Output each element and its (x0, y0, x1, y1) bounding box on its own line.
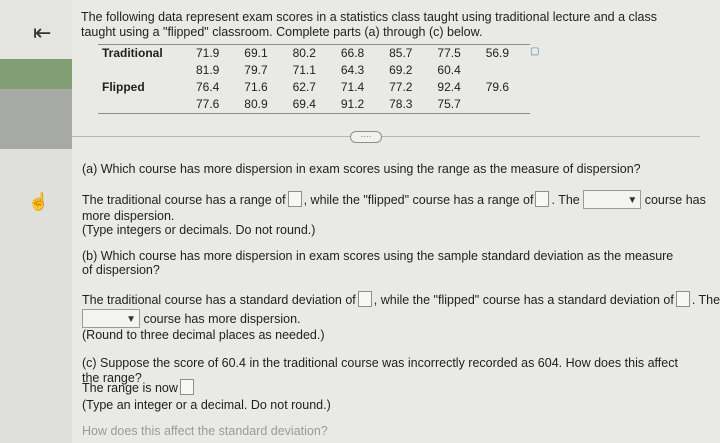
part-c-cutoff-question: How does this affect the standard deviation? (82, 424, 328, 438)
chevron-down-icon: ▼ (126, 314, 136, 325)
table-cell: 69.2 (389, 63, 413, 77)
row-label: Flipped (102, 80, 145, 94)
intro-text: The following data represent exam scores in a statistics class taught using traditional lecture and a class taught using a "flipped" classroom. Complete parts (a) through (c) below. (81, 10, 657, 39)
chevron-down-icon: ▼ (627, 195, 638, 206)
table-cell: 91.2 (337, 96, 385, 114)
part-b-text-1: The traditional course has a standard deviation of (82, 293, 356, 307)
flipped-range-input[interactable] (535, 191, 549, 207)
table-cell: 80.9 (240, 96, 288, 114)
data-table (98, 44, 530, 114)
table-cell: 69.1 (240, 45, 288, 63)
part-b-text-4: course has more dispersion. (143, 312, 301, 326)
left-rail (0, 0, 72, 443)
part-b-question-2: of dispersion? (82, 263, 160, 277)
table-cell: 56.9 (482, 45, 530, 63)
part-a-text-4: course has (644, 193, 706, 207)
table-cell: 62.7 (292, 80, 316, 94)
table-row (98, 96, 530, 114)
table-cell: 69.4 (289, 96, 337, 114)
table-cell: 81.9 (196, 63, 220, 77)
table-cell: 80.2 (289, 45, 337, 63)
table-cell: 64.3 (340, 63, 365, 77)
table-cell: 79.6 (485, 80, 510, 94)
row-label (98, 96, 192, 114)
row-label (98, 62, 192, 79)
back-arrow-icon[interactable]: ⇤ (33, 20, 52, 45)
table-cell: 79.7 (244, 63, 268, 77)
part-a-sentence (82, 190, 706, 209)
table-cell: 71.1 (292, 63, 316, 77)
table-cell: 76.4 (196, 80, 220, 94)
table-cell: 77.5 (433, 45, 481, 63)
traditional-sd-input[interactable] (358, 291, 372, 307)
part-a-note: (Type integers or decimals. Do not round.) (82, 223, 316, 237)
table-cell: 71.4 (340, 80, 365, 94)
table-cell: 85.7 (385, 45, 433, 63)
part-b-sentence-2 (82, 309, 682, 328)
divider (72, 136, 700, 137)
part-a-text-5: more dispersion. (82, 209, 175, 223)
part-b-text-3: . The (691, 293, 720, 307)
row-label: Traditional (98, 45, 192, 63)
table-cell: 71.9 (192, 45, 240, 63)
table-cell: 77.6 (192, 96, 240, 114)
table-cell (482, 62, 530, 79)
rail-grey-band (0, 89, 72, 149)
new-range-input[interactable] (180, 379, 194, 395)
part-b-note: (Round to three decimal places as needed.) (82, 328, 325, 342)
flipped-sd-input[interactable] (676, 291, 690, 307)
part-c-text-1: The range is now (82, 381, 178, 395)
part-c-note: (Type an integer or a decimal. Do not round.) (82, 398, 331, 412)
part-a-course-select[interactable] (583, 190, 641, 209)
part-b-course-select[interactable] (82, 309, 140, 328)
question-panel (72, 0, 720, 443)
traditional-range-input[interactable] (288, 191, 302, 207)
part-a-text-2: , while the "flipped" course has a range of (303, 193, 534, 207)
table-row (98, 79, 530, 96)
table-cell: 78.3 (385, 96, 433, 114)
part-b-text-2: , while the "flipped" course has a standard deviation of (373, 293, 674, 307)
table-cell: 77.2 (389, 80, 413, 94)
more-button[interactable]: ···· (350, 131, 382, 143)
hand-cursor-icon: ☝ (28, 192, 50, 211)
part-b-sentence (82, 291, 720, 308)
table-cell: 60.4 (437, 63, 461, 77)
part-c-sentence (82, 379, 682, 396)
table-cell: 71.6 (244, 80, 268, 94)
part-a-text-3: . The (551, 193, 580, 207)
part-a-question: (a) Which course has more dispersion in exam scores using the range as the measure of dispersion? (82, 162, 641, 176)
part-b-question-1: (b) Which course has more dispersion in exam scores using the sample standard deviation as the measure (82, 249, 674, 263)
rail-green-band (0, 59, 72, 89)
table-row (98, 62, 530, 79)
copy-data-icon[interactable]: ▢ (530, 46, 540, 57)
table-cell (482, 96, 530, 114)
part-a-text-1: The traditional course has a range of (82, 193, 286, 207)
table-cell: 66.8 (337, 45, 385, 63)
part-c-question: (c) Suppose the score of 60.4 in the traditional course was incorrectly recorded as 604. How does this affect the range? (82, 356, 678, 385)
table-cell: 92.4 (437, 80, 461, 94)
table-row (98, 45, 530, 63)
table-cell: 75.7 (433, 96, 481, 114)
